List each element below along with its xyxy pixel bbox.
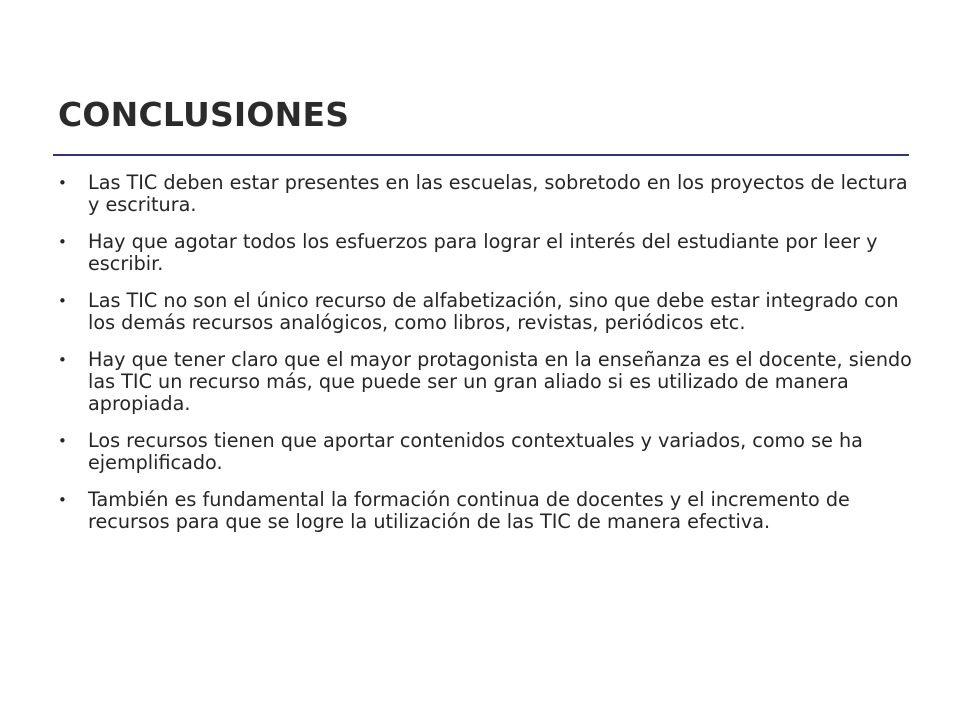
bullet-text: Las TIC deben estar presentes en las escuelas, sobretodo en los proyectos de lectura y escritura. — [88, 171, 908, 216]
bullet-icon: • — [58, 432, 67, 450]
bullet-list — [58, 172, 918, 548]
title-underline — [53, 154, 909, 156]
bullet-text: Las TIC no son el único recurso de alfabetización, sino que debe estar integrado con los demás recursos analógicos, como libros, revistas, periódicos etc. — [88, 289, 899, 334]
bullet-item — [58, 430, 918, 474]
bullet-item — [58, 231, 918, 275]
bullet-text: Hay que tener claro que el mayor protagonista en la enseñanza es el docente, siendo las TIC un recurso más, que puede ser un gran aliado si es utilizado de manera apropiada. — [88, 348, 912, 415]
bullet-icon: • — [58, 351, 67, 369]
bullet-text: También es fundamental la formación continua de docentes y el incremento de recursos para que se logre la utilización de las TIC de manera efectiva. — [88, 488, 850, 533]
bullet-icon: • — [58, 174, 67, 192]
bullet-text: Los recursos tienen que aportar contenidos contextuales y variados, como se ha ejemplificado. — [88, 429, 863, 474]
bullet-text: Hay que agotar todos los esfuerzos para lograr el interés del estudiante por leer y escribir. — [88, 230, 878, 275]
bullet-icon: • — [58, 233, 67, 251]
bullet-item — [58, 172, 918, 216]
bullet-item — [58, 489, 918, 533]
bullet-item — [58, 290, 918, 334]
slide-title: CONCLUSIONES — [58, 95, 350, 134]
bullet-item — [58, 349, 918, 415]
bullet-icon: • — [58, 491, 67, 509]
bullet-icon: • — [58, 292, 67, 310]
